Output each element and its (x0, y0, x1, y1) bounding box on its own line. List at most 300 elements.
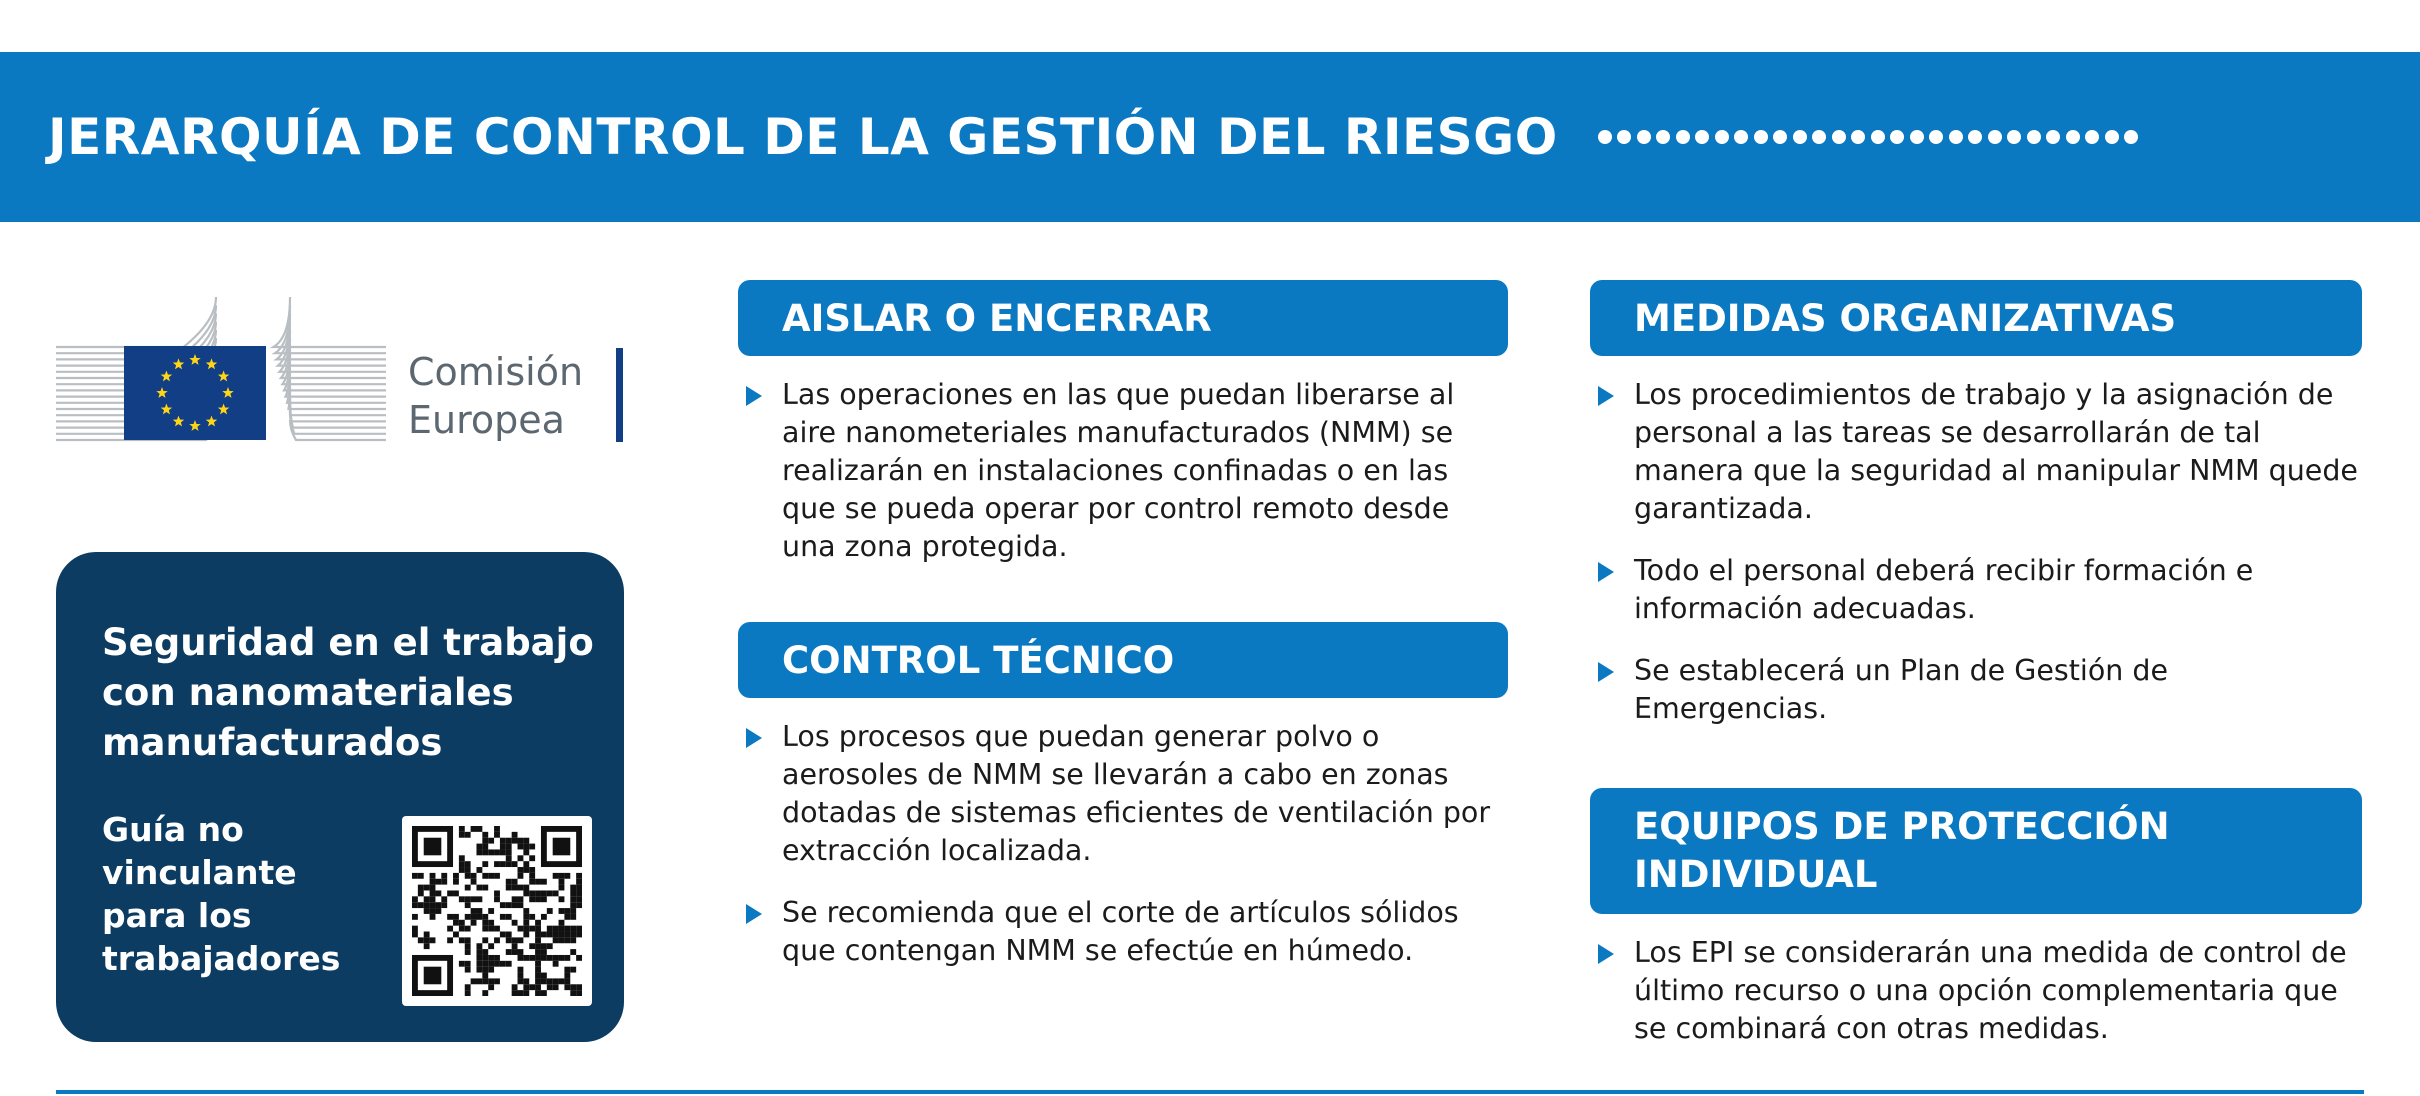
qr-module (518, 902, 524, 908)
qr-module (424, 896, 430, 902)
qr-module (518, 885, 524, 891)
qr-module (500, 932, 506, 938)
qr-module (506, 879, 512, 885)
qr-module (547, 932, 553, 938)
qr-module (541, 896, 547, 902)
qr-module (553, 984, 559, 990)
logo-line (287, 371, 386, 403)
qr-module (570, 932, 576, 938)
qr-module (465, 873, 471, 879)
qr-module (553, 890, 559, 896)
qr-module (512, 832, 518, 838)
qr-module (476, 978, 482, 984)
leader-dot (2066, 130, 2080, 144)
qr-module (535, 932, 541, 938)
qr-module (523, 849, 529, 855)
qr-module (553, 873, 559, 879)
qr-module (553, 978, 559, 984)
qr-module (506, 885, 512, 891)
qr-module (518, 978, 524, 984)
qr-module (430, 902, 436, 908)
qr-module (430, 885, 436, 891)
ec-building-icon (56, 278, 396, 448)
qr-module (500, 861, 506, 867)
qr-module (482, 920, 488, 926)
qr-module (500, 961, 506, 967)
bullet-triangle-icon (1598, 662, 1614, 682)
leader-dot (1968, 130, 1982, 144)
qr-module (476, 908, 482, 914)
qr-module (518, 844, 524, 850)
qr-module (570, 937, 576, 943)
qr-module (506, 932, 512, 938)
list-item: Los procesos que puedan generar polvo o aerosoles de NMM se llevarán a cabo en zonas dotadas de sistemas eficientes de ventilación por extracción localizada. (738, 718, 1508, 870)
qr-module (518, 873, 524, 879)
qr-module (564, 932, 570, 938)
section-epi-list (1590, 934, 2362, 1072)
qr-module (559, 932, 565, 938)
qr-module (506, 849, 512, 855)
section-control-list (738, 718, 1508, 994)
qr-module (494, 832, 500, 838)
qr-module (541, 949, 547, 955)
qr-module (535, 896, 541, 902)
qr-module (471, 879, 477, 885)
qr-module (441, 896, 447, 902)
qr-module (482, 967, 488, 973)
qr-module (424, 932, 430, 938)
qr-module (465, 832, 471, 838)
qr-module (553, 955, 559, 961)
qr-module (424, 908, 430, 914)
leader-dot (1754, 130, 1768, 144)
qr-module (471, 914, 477, 920)
qr-module (435, 879, 441, 885)
qr-module (453, 873, 459, 879)
qr-module (424, 943, 430, 949)
qr-module (476, 943, 482, 949)
qr-module (471, 896, 477, 902)
qr-module (535, 879, 541, 885)
leader-dot (1910, 130, 1924, 144)
qr-module (488, 943, 494, 949)
qr-module (518, 955, 524, 961)
qr-module (529, 855, 535, 861)
qr-module (494, 826, 500, 832)
section-control-header: CONTROL TÉCNICO (738, 622, 1508, 698)
qr-module (541, 978, 547, 984)
qr-module (418, 902, 424, 908)
qr-module (564, 967, 570, 973)
qr-module (518, 949, 524, 955)
qr-module (535, 890, 541, 896)
qr-module (553, 937, 559, 943)
qr-module (476, 955, 482, 961)
leader-dot (1929, 130, 1943, 144)
qr-module (512, 896, 518, 902)
bullet-triangle-icon (1598, 944, 1614, 964)
list-item: Las operaciones en las que puedan liberarse al aire nanometeriales manufacturados (NMM) se realizarán en instalaciones confinadas o en las que se pueda operar por control remoto desde una zona protegida. (738, 376, 1508, 566)
qr-module (570, 885, 576, 891)
qr-module (547, 984, 553, 990)
qr-module (541, 890, 547, 896)
qr-module (494, 961, 500, 967)
qr-module (506, 949, 512, 955)
qr-module (476, 844, 482, 850)
leader-dot (1871, 130, 1885, 144)
qr-module (430, 937, 436, 943)
qr-module (476, 896, 482, 902)
list-item: Los EPI se considerarán una medida de control de último recurso o una opción complementaria que se combinará con otras medidas. (1590, 934, 2362, 1048)
qr-module (476, 967, 482, 973)
qr-module (500, 849, 506, 855)
qr-module (518, 855, 524, 861)
logo-line (290, 420, 386, 440)
qr-module (488, 961, 494, 967)
qr-module (459, 832, 465, 838)
qr-module (476, 826, 482, 832)
qr-module (506, 914, 512, 920)
qr-module (430, 908, 436, 914)
qr-module (465, 902, 471, 908)
qr-module (535, 973, 541, 979)
leader-dot (1773, 130, 1787, 144)
qr-module (570, 990, 576, 996)
qr-module (453, 879, 459, 885)
qr-module (559, 896, 565, 902)
qr-module (506, 838, 512, 844)
qr-module (488, 920, 494, 926)
qr-module (441, 902, 447, 908)
leader-dot (1832, 130, 1846, 144)
leader-dot (2124, 130, 2138, 144)
qr-module (482, 832, 488, 838)
qr-module (494, 873, 500, 879)
qr-module (518, 867, 524, 873)
qr-module (488, 955, 494, 961)
qr-module (547, 926, 553, 932)
logo-line (56, 297, 216, 347)
qr-module (541, 973, 547, 979)
qr-module (529, 873, 535, 879)
qr-module (465, 937, 471, 943)
qr-module (465, 867, 471, 873)
qr-module (559, 978, 565, 984)
qr-module (459, 861, 465, 867)
qr-module (529, 879, 535, 885)
qr-module (518, 926, 524, 932)
qr-module (564, 984, 570, 990)
qr-module (570, 896, 576, 902)
qr-module (523, 914, 529, 920)
qr-module (412, 902, 418, 908)
qr-module (506, 902, 512, 908)
leader-dot (1676, 130, 1690, 144)
qr-module (459, 937, 465, 943)
qr-module (535, 920, 541, 926)
qr-module (488, 984, 494, 990)
qr-module (570, 967, 576, 973)
qr-module (447, 926, 453, 932)
qr-module (453, 920, 459, 926)
qr-module (430, 896, 436, 902)
qr-module (559, 879, 565, 885)
qr-module (465, 861, 471, 867)
qr-module (459, 826, 465, 832)
qr-module (435, 908, 441, 914)
qr-module (494, 937, 500, 943)
qr-module (535, 990, 541, 996)
bottom-rule (56, 1090, 2364, 1094)
european-commission-logo (56, 278, 626, 448)
qr-module (447, 937, 453, 943)
qr-module (471, 873, 477, 879)
qr-module (523, 984, 529, 990)
qr-module (506, 961, 512, 967)
qr-module (564, 978, 570, 984)
qr-module (482, 838, 488, 844)
qr-module (424, 937, 430, 943)
qr-module (512, 879, 518, 885)
header-banner (0, 52, 2420, 222)
qr-module (523, 990, 529, 996)
qr-module (465, 967, 471, 973)
card-title: Seguridad en el trabajo con nanomateriales manufacturados (102, 621, 594, 764)
qr-module (570, 926, 576, 932)
qr-module (506, 861, 512, 867)
qr-module (488, 838, 494, 844)
qr-module (523, 908, 529, 914)
qr-module (576, 932, 582, 938)
leader-dot (1656, 130, 1670, 144)
qr-module (471, 920, 477, 926)
qr-module (476, 961, 482, 967)
leader-dot (1793, 130, 1807, 144)
qr-module (576, 984, 582, 990)
qr-module (476, 885, 482, 891)
qr-module (518, 838, 524, 844)
list-item: Los procedimientos de trabajo y la asignación de personal a las tareas se desarrollarán de tal manera que la seguridad al manipular NMM quede garantizada. (1590, 376, 2362, 528)
qr-module (488, 908, 494, 914)
leader-dot (2085, 130, 2099, 144)
bullet-triangle-icon (746, 904, 762, 924)
qr-module (529, 984, 535, 990)
qr-module (512, 937, 518, 943)
leader-dot (1890, 130, 1904, 144)
qr-module (424, 902, 430, 908)
qr-module (512, 949, 518, 955)
qr-module (523, 867, 529, 873)
qr-module (576, 990, 582, 996)
qr-module (523, 890, 529, 896)
qr-module (465, 914, 471, 920)
qr-module (541, 932, 547, 938)
leader-dot (1598, 130, 1612, 144)
leader-dot (1617, 130, 1631, 144)
qr-module (576, 955, 582, 961)
qr-module (476, 867, 482, 873)
qr-module (418, 885, 424, 891)
qr-module (564, 955, 570, 961)
qr-module (482, 885, 488, 891)
qr-module (518, 967, 524, 973)
qr-module (523, 920, 529, 926)
qr-module (435, 890, 441, 896)
qr-module (529, 896, 535, 902)
qr-module (453, 890, 459, 896)
qr-module (559, 955, 565, 961)
qr-module (564, 926, 570, 932)
card-subtitle: Guía no vinculante para los trabajadores (102, 810, 341, 978)
qr-module (459, 896, 465, 902)
qr-module (529, 890, 535, 896)
qr-module (553, 932, 559, 938)
qr-module (476, 949, 482, 955)
qr-finder (424, 967, 442, 985)
qr-module (494, 926, 500, 932)
qr-module (564, 973, 570, 979)
section-aislar-header: AISLAR O ENCERRAR (738, 280, 1508, 356)
section-aislar-list (738, 376, 1508, 590)
qr-finder (424, 838, 442, 856)
qr-module (576, 902, 582, 908)
leader-dot (1734, 130, 1748, 144)
bullet-triangle-icon (1598, 562, 1614, 582)
qr-module (523, 885, 529, 891)
qr-module (465, 949, 471, 955)
qr-module (535, 984, 541, 990)
qr-module (547, 908, 553, 914)
leader-dot (1637, 130, 1651, 144)
qr-module (471, 826, 477, 832)
qr-module (564, 908, 570, 914)
qr-module (430, 890, 436, 896)
qr-module (529, 844, 535, 850)
qr-module (570, 914, 576, 920)
qr-module (576, 885, 582, 891)
qr-module (418, 873, 424, 879)
leader-dot (1715, 130, 1729, 144)
qr-module (541, 990, 547, 996)
qr-module (459, 961, 465, 967)
qr-module (547, 978, 553, 984)
qr-module (482, 949, 488, 955)
qr-module (547, 943, 553, 949)
qr-module (529, 955, 535, 961)
list-item: Se establecerá un Plan de Gestión de Emergencias. (1590, 652, 2362, 728)
dotted-leader (1598, 130, 2139, 144)
qr-module (559, 885, 565, 891)
qr-module (518, 973, 524, 979)
qr-module (494, 890, 500, 896)
qr-module (465, 926, 471, 932)
qr-module (488, 849, 494, 855)
qr-module (459, 926, 465, 932)
qr-module (465, 990, 471, 996)
qr-module (430, 914, 436, 920)
qr-module (500, 902, 506, 908)
qr-module (476, 849, 482, 855)
qr-module (482, 978, 488, 984)
qr-module (424, 885, 430, 891)
qr-module (471, 978, 477, 984)
qr-module (512, 943, 518, 949)
page-title: JERARQUÍA DE CONTROL DE LA GESTIÓN DEL RIESGO (48, 108, 1558, 166)
qr-module (465, 961, 471, 967)
qr-module (570, 890, 576, 896)
qr-module (529, 926, 535, 932)
qr-module (476, 914, 482, 920)
qr-module (482, 849, 488, 855)
qr-module (541, 914, 547, 920)
qr-module (523, 844, 529, 850)
qr-module (576, 926, 582, 932)
qr-module (465, 984, 471, 990)
qr-module (559, 937, 565, 943)
qr-module (441, 879, 447, 885)
qr-module (494, 849, 500, 855)
qr-module (564, 937, 570, 943)
qr-module (518, 896, 524, 902)
section-medidas-list (1590, 376, 2362, 752)
qr-module (482, 955, 488, 961)
qr-module (500, 844, 506, 850)
qr-module (465, 896, 471, 902)
qr-module (523, 926, 529, 932)
qr-module (494, 978, 500, 984)
leader-dot (2007, 130, 2021, 144)
qr-module (447, 890, 453, 896)
qr-module (459, 855, 465, 861)
qr-module (576, 890, 582, 896)
qr-module (506, 844, 512, 850)
qr-module (541, 879, 547, 885)
qr-module (535, 943, 541, 949)
qr-module (430, 879, 436, 885)
qr-module (488, 967, 494, 973)
bullet-triangle-icon (746, 386, 762, 406)
qr-module (541, 955, 547, 961)
qr-module (512, 861, 518, 867)
qr-module (500, 914, 506, 920)
leader-dot (2027, 130, 2041, 144)
qr-module (418, 937, 424, 943)
qr-module (570, 908, 576, 914)
qr-code[interactable] (402, 816, 592, 1006)
qr-module (488, 926, 494, 932)
qr-module (576, 896, 582, 902)
qr-module (529, 867, 535, 873)
qr-module (471, 908, 477, 914)
qr-module (559, 873, 565, 879)
qr-module (430, 873, 436, 879)
qr-module (564, 914, 570, 920)
logo-line-2: Europea (408, 398, 565, 442)
qr-module (535, 926, 541, 932)
qr-module (418, 890, 424, 896)
qr-module (512, 902, 518, 908)
list-item: Todo el personal deberá recibir formación e información adecuadas. (1590, 552, 2362, 628)
qr-module (482, 961, 488, 967)
qr-module (559, 908, 565, 914)
qr-module (518, 990, 524, 996)
qr-module (488, 978, 494, 984)
qr-module (482, 990, 488, 996)
qr-module (512, 838, 518, 844)
qr-finder (553, 838, 571, 856)
qr-module (412, 896, 418, 902)
qr-module (535, 967, 541, 973)
